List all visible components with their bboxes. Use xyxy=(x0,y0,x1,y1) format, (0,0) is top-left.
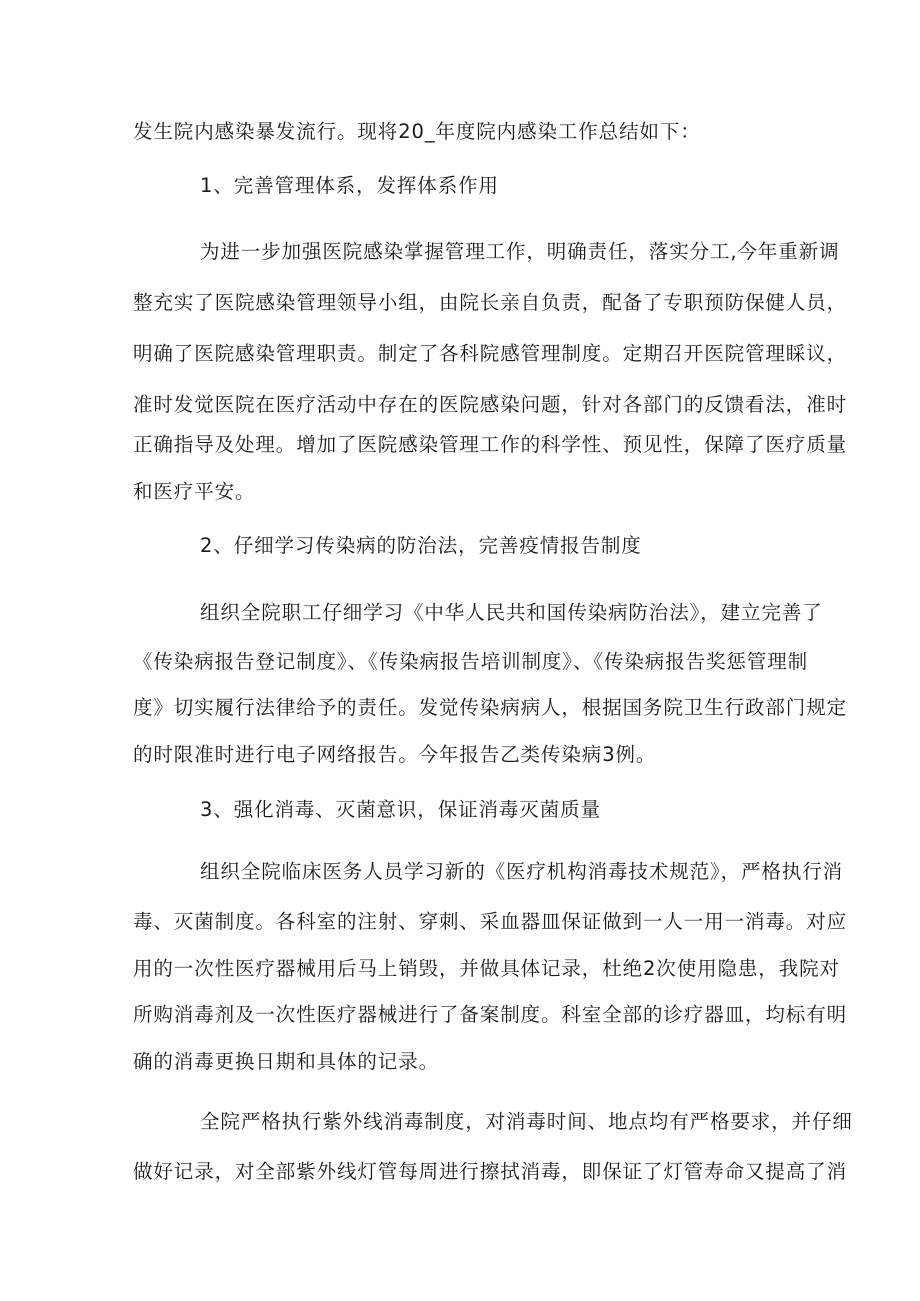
section-1-line: 正确指导及处理。增加了医院感染管理工作的科学性、预见性，保障了医疗质量 xyxy=(133,433,848,456)
section-1-line: 准时发觉医院在医疗活动中存在的医院感染问题，针对各部门的反馈看法，准时 xyxy=(133,393,848,416)
section-3-para1-line: 用的一次性医疗器械用后马上销毁，并做具体记录，杜绝2次使用隐患，我院对 xyxy=(133,957,840,980)
section-3-para1-line: 组织全院临床医务人员学习新的《医疗机构消毒技术规范》，严格执行消 xyxy=(200,860,844,883)
section-3-para2-line: 做好记录，对全部紫外线灯管每周进行擦拭消毒，即保证了灯管寿命又提高了消 xyxy=(133,1160,848,1183)
section-1-line: 和医疗平安。 xyxy=(133,480,256,503)
section-3-para1-line: 所购消毒剂及一次性医疗器械进行了备案制度。科室全部的诊疗器皿，均标有明 xyxy=(133,1003,848,1026)
section-2-line: 度》切实履行法律给予的责任。发觉传染病病人，根据国务院卫生行政部门规定 xyxy=(133,696,848,719)
section-3-para1-line: 毒、灭菌制度。各科室的注射、穿刺、采血器皿保证做到一人一用一消毒。对应 xyxy=(133,910,848,933)
section-1-line: 为进一步加强医院感染掌握管理工作，明确责任，落实分工,今年重新调 xyxy=(200,240,840,263)
section-2-heading: 2、仔细学习传染病的防治法，完善疫情报告制度 xyxy=(200,534,642,557)
section-2-line: 的时限准时进行电子网络报告。今年报告乙类传染病3例。 xyxy=(133,743,657,766)
section-1-line: 明确了医院感染管理职责。制定了各科院感管理制度。定期召开医院管理睬议， xyxy=(133,342,848,365)
section-3-heading: 3、强化消毒、灭菌意识，保证消毒灭菌质量 xyxy=(200,798,601,821)
section-1-heading: 1、完善管理体系，发挥体系作用 xyxy=(200,174,499,197)
section-3-para1-line: 确的消毒更换日期和具体的记录。 xyxy=(133,1050,440,1073)
section-1-line: 整充实了医院感染管理领导小组，由院长亲自负责，配备了专职预防保健人员， xyxy=(133,291,848,314)
intro-tail-line: 发生院内感染暴发流行。现将20_年度院内感染工作总结如下： xyxy=(133,120,701,143)
section-3-para2-line: 全院严格执行紫外线消毒制度，对消毒时间、地点均有严格要求，并仔细 xyxy=(200,1110,853,1133)
section-2-line: 《传染病报告登记制度》、《传染病报告培训制度》、《传染病报告奖惩管理制 xyxy=(133,650,809,673)
section-2-line: 组织全院职工仔细学习《中华人民共和国传染病防治法》，建立完善了 xyxy=(200,601,823,624)
